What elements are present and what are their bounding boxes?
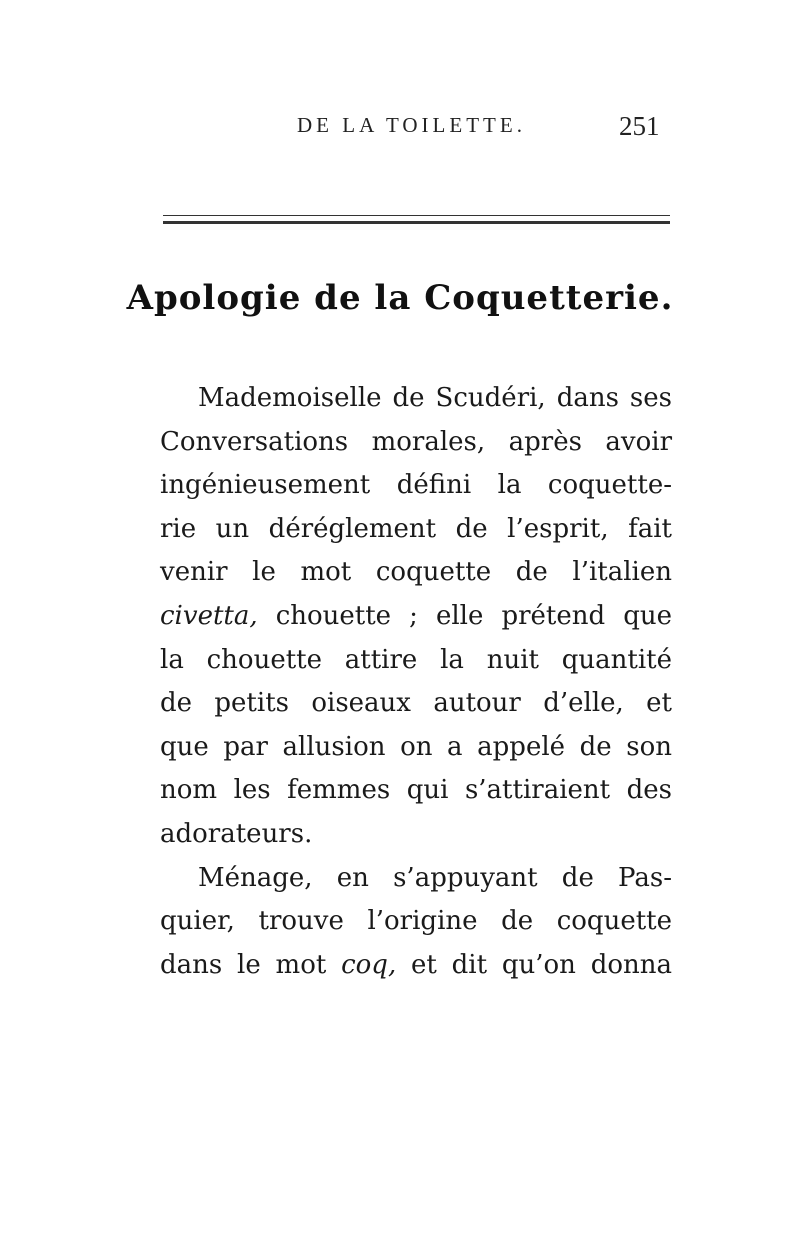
text-line xyxy=(160,944,672,988)
italic-word: coq, xyxy=(341,949,397,980)
text-line: Conversations morales, après avoir xyxy=(160,426,672,457)
text-line: adorateurs. xyxy=(160,818,313,849)
text-line: que par allusion on a appelé de son xyxy=(160,731,672,762)
text-line: de petits oiseaux autour d’elle, et xyxy=(160,688,672,719)
text-line: nom les femmes qui s’attiraient des xyxy=(160,775,672,806)
body-text xyxy=(160,377,672,987)
text-line: Mademoiselle de Scudéri, dans ses xyxy=(198,383,672,413)
text-line: la chouette attire la nuit quantité xyxy=(160,644,672,675)
text-line: quier, trouve l’origine de coquette xyxy=(160,906,672,937)
running-head: DE LA TOILETTE. xyxy=(297,113,526,137)
rule-thick xyxy=(163,221,670,224)
italic-word: civetta, xyxy=(160,600,258,631)
text-line: ingénieusement défini la coquette- xyxy=(160,470,672,501)
text-line: Ménage, en s’appuyant de Pas- xyxy=(198,862,672,893)
text-fragment: chouette ; elle prétend que xyxy=(257,600,672,631)
section-title: Apologie de la Coquetterie. xyxy=(126,278,674,318)
text-fragment: dans le mot xyxy=(160,949,342,980)
text-line xyxy=(160,595,672,639)
text-fragment: et dit qu’on donna xyxy=(396,949,673,980)
rule-thin xyxy=(163,215,670,216)
text-line: venir le mot coquette de l’italien xyxy=(160,557,672,588)
page-number: 251 xyxy=(619,111,660,141)
text-line: rie un déréglement de l’esprit, fait xyxy=(160,513,672,544)
